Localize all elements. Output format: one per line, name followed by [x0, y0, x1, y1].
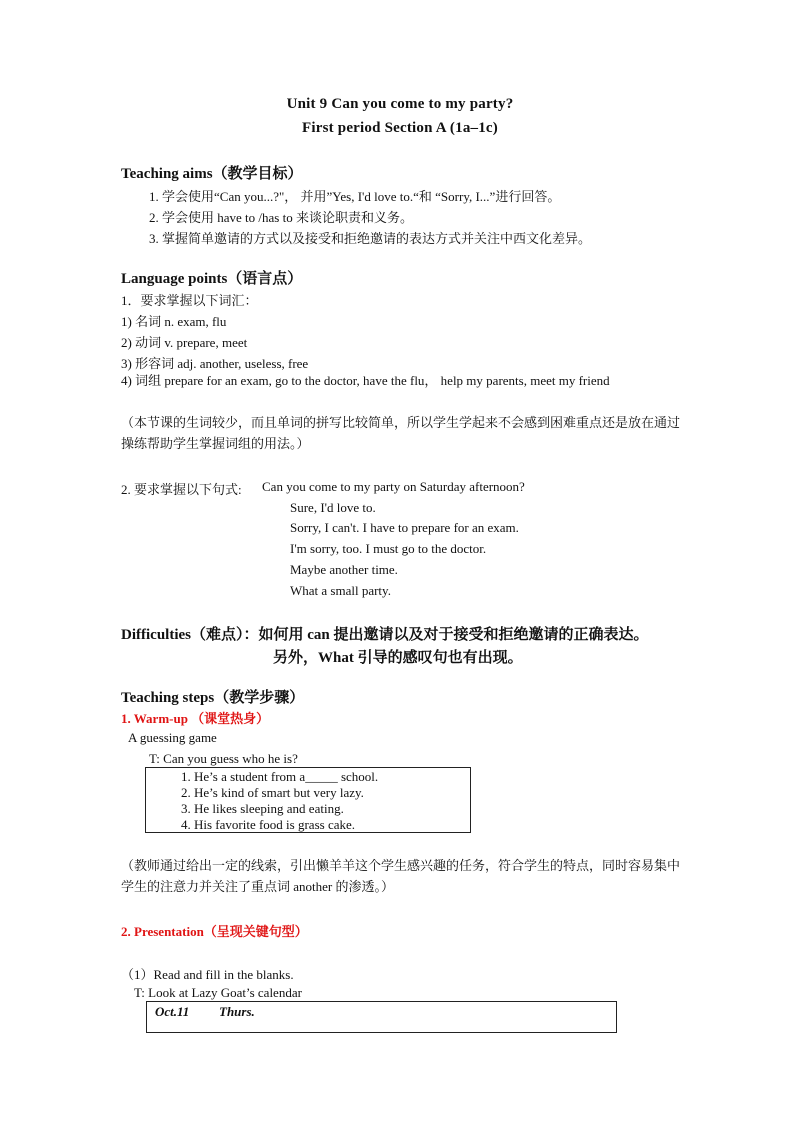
sentence-item: I'm sorry, too. I must go to the doctor.: [290, 541, 487, 556]
warmup-note: （教师通过给出一定的线索，引出懒羊羊这个学生感兴趣的任务，符合学生的特点，同时容易集中学生的注意力并关注了重点词 another 的渗透。）: [121, 858, 681, 894]
calendar-date: Oct.11: [155, 1004, 190, 1019]
warmup-heading: 1. Warm-up （课堂热身）: [121, 711, 270, 726]
calendar-prompt: T: Look at Lazy Goat’s calendar: [134, 985, 302, 1000]
sentence-item: Sorry, I can't. I have to prepare for an exam.: [290, 520, 519, 535]
sentence-item: Maybe another time.: [290, 562, 398, 577]
clue-item: 1. He’s a student from a_____ school.: [181, 769, 379, 784]
presentation-heading: 2. Presentation（呈现关键句型）: [121, 924, 308, 939]
phrases-item: 4) 词组 prepare for an exam, go to the doctor, have the flu， help my parents, meet my friend: [121, 373, 610, 388]
aim-item: 3. 掌握简单邀请的方式以及接受和拒绝邀请的表达方式并关注中西文化差异。: [149, 231, 592, 246]
calendar-box: [146, 1001, 617, 1033]
calendar-day: Thurs.: [219, 1004, 255, 1019]
guess-question: T: Can you guess who he is?: [149, 751, 298, 766]
vocab-intro: 1．要求掌握以下词汇：: [121, 293, 258, 308]
difficulties-line: Difficulties（难点）：如何用 can 提出邀请以及对于接受和拒绝邀请的正确表达。: [121, 627, 649, 643]
teaching-aims-heading: Teaching aims（教学目标）: [121, 166, 303, 182]
guessing-game-label: A guessing game: [128, 730, 217, 745]
vocab-item: 1) 名词 n. exam, flu: [121, 314, 227, 329]
clue-item: 2. He’s kind of smart but very lazy.: [181, 785, 364, 800]
aim-item: 2. 学会使用 have to /has to 来谈论职责和义务。: [149, 210, 413, 225]
vocab-item: 2) 动词 v. prepare, meet: [121, 335, 248, 350]
clue-item: 4. His favorite food is grass cake.: [181, 817, 356, 832]
vocab-item: 3) 形容词 adj. another, useless, free: [121, 356, 309, 371]
sentences-intro: 2. 要求掌握以下句式:: [121, 482, 242, 497]
sentence-item: Sure, I'd love to.: [290, 500, 376, 515]
clue-item: 3. He likes sleeping and eating.: [181, 801, 344, 816]
presentation-task: （1）Read and fill in the blanks.: [121, 967, 294, 982]
aim-item: 1. 学会使用“Can you...?"， 并用”Yes, I'd love to.“和 “Sorry, I...”进行回答。: [149, 189, 561, 204]
clues-box: [145, 767, 471, 833]
sentence-item: Can you come to my party on Saturday afternoon?: [262, 479, 525, 494]
sentence-item: What a small party.: [290, 583, 391, 598]
language-points-heading: Language points（语言点）: [121, 271, 303, 287]
page-title: Unit 9 Can you come to my party?: [286, 96, 514, 112]
difficulties-line-2: 另外，What 引导的感叹句也有出现。: [273, 650, 523, 666]
vocab-note: （本节课的生词较少，而且单词的拼写比较简单，所以学生学起来不会感到困难重点还是放在通过操练帮助学生掌握词组的用法。）: [121, 415, 681, 451]
page-subtitle: First period Section A (1a–1c): [302, 120, 498, 136]
teaching-steps-heading: Teaching steps（教学步骤）: [121, 690, 305, 706]
